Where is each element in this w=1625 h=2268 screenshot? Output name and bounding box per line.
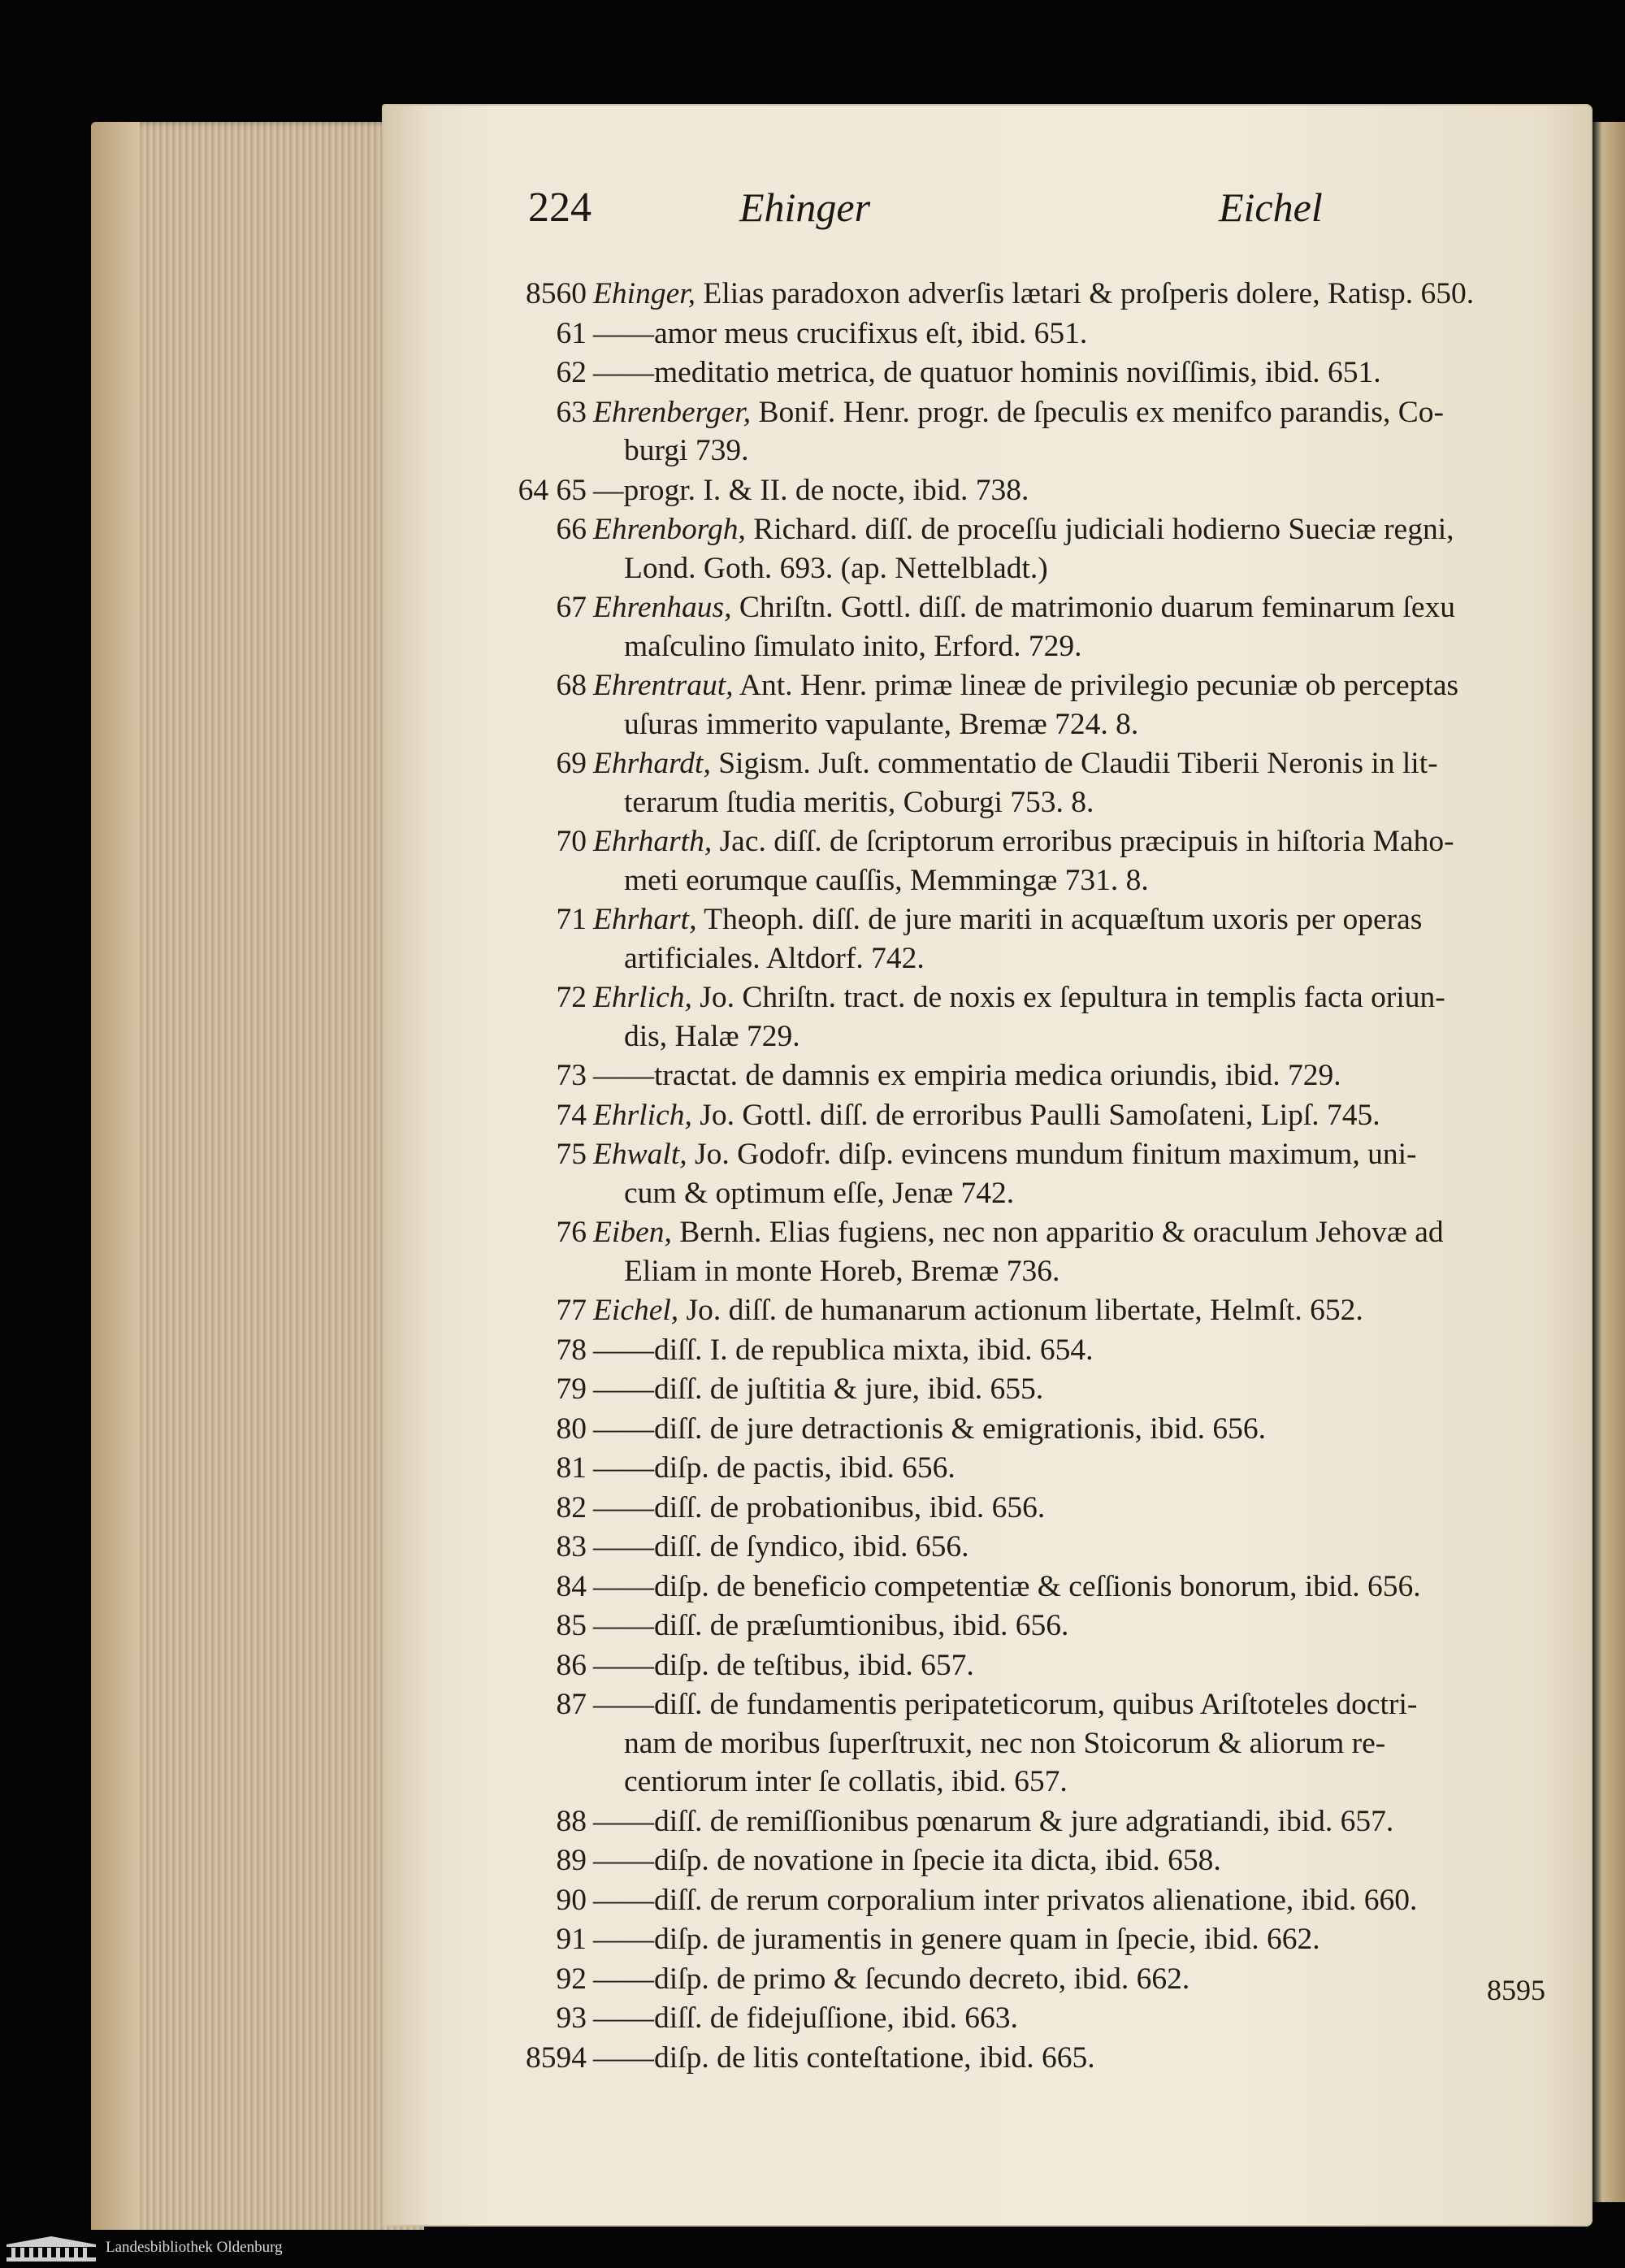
entry-list bbox=[518, 275, 1560, 2078]
entry-continuation: artificiales. Altdorf. 742. bbox=[624, 941, 925, 975]
entry-row bbox=[552, 1410, 1560, 1449]
entry-text: ——diſp. de litis conteſtatione, ibid. 665. bbox=[593, 2040, 1095, 2075]
entry-text: ——diſp. de novatione in ſpecie ita dicta, ibid. 658. bbox=[593, 1844, 1221, 1877]
author-name: Eichel, bbox=[593, 1294, 679, 1327]
author-name: Ehwalt, bbox=[593, 1138, 687, 1171]
entry-row bbox=[552, 1920, 1560, 1959]
entry-number: 86 bbox=[556, 1648, 587, 1682]
entry-number: 83 bbox=[556, 1530, 587, 1563]
entry-number: 75 bbox=[556, 1138, 587, 1171]
entry-text: ——diſſ. I. de republica mixta, ibid. 654. bbox=[593, 1333, 1094, 1367]
entry-row bbox=[552, 1331, 1560, 1370]
entry-row bbox=[552, 1568, 1560, 1607]
entry-text: —progr. I. & II. de nocte, ibid. 738. bbox=[593, 473, 1029, 507]
entry-number: 74 bbox=[556, 1098, 587, 1132]
author-name: Ehrlich, bbox=[593, 981, 692, 1014]
entry-number: 77 bbox=[556, 1294, 587, 1327]
entry-text: ——diſſ. de præſumtionibus, ibid. 656. bbox=[593, 1609, 1069, 1642]
entry-continuation: cum & optimum eſſe, Jenæ 742. bbox=[624, 1176, 1015, 1210]
entry-continuation: maſculino ſimulato inito, Erford. 729. bbox=[624, 629, 1082, 663]
entry-row bbox=[552, 1135, 1560, 1212]
entry-continuation: nam de moribus ſuperſtruxit, nec non Stoicorum & aliorum re- centiorum inter ſe collatis, ibid. 657. bbox=[624, 1726, 1386, 1798]
entry-text: Ant. Henr. primæ lineæ de privilegio pecuniæ ob perceptas bbox=[733, 669, 1459, 702]
entry-row bbox=[552, 393, 1560, 471]
author-name: Ehrenborgh, bbox=[593, 513, 746, 546]
entry-number: 70 bbox=[556, 825, 587, 858]
entry-text: ——diſp. de primo & ſecundo decreto, ibid. 662. bbox=[593, 1962, 1190, 1996]
author-name: Ehrhardt, bbox=[593, 747, 711, 780]
entry-number: 82 bbox=[556, 1490, 587, 1524]
entry-row bbox=[552, 822, 1560, 900]
entry-text: ——diſſ. de remiſſionibus pœnarum & jure adgratiandi, ibid. 657. bbox=[593, 1804, 1394, 1838]
entry-row bbox=[552, 978, 1560, 1056]
entry-row bbox=[552, 1449, 1560, 1488]
entry-row bbox=[552, 1646, 1560, 1685]
library-logo-icon bbox=[5, 2235, 98, 2264]
entry-number: 91 bbox=[556, 1923, 587, 1956]
entry-continuation: burgi 739. bbox=[624, 434, 749, 467]
entry-number: 92 bbox=[556, 1962, 587, 1996]
entry-row bbox=[518, 471, 1560, 510]
facing-page-edge bbox=[1592, 122, 1625, 2202]
author-name: Ehrenhaus, bbox=[593, 591, 732, 624]
entry-row bbox=[552, 1881, 1560, 1920]
entry-number: 66 bbox=[556, 513, 587, 546]
entry-text: ——diſſ. de rerum corporalium inter privatos alienatione, ibid. 660. bbox=[593, 1883, 1418, 1917]
entry-text: Jo. Chriſtn. tract. de noxis ex ſepultura in templis facta oriun- bbox=[691, 981, 1445, 1014]
entry-text: ——diſſ. de fundamentis peripateticorum, quibus Ariſtoteles doctri- bbox=[593, 1688, 1418, 1721]
entry-row bbox=[552, 1370, 1560, 1409]
entry-number: 90 bbox=[556, 1883, 587, 1917]
entry-row bbox=[552, 1489, 1560, 1528]
entry-number: 89 bbox=[556, 1844, 587, 1877]
entry-text: ——diſſ. de jure detractionis & emigrationis, ibid. 656. bbox=[593, 1412, 1266, 1446]
entry-number: 69 bbox=[556, 747, 587, 780]
entry-row bbox=[526, 2039, 1560, 2078]
entry-number: 88 bbox=[556, 1804, 587, 1838]
entry-number: 71 bbox=[556, 903, 587, 936]
author-name: Ehrenberger, bbox=[593, 395, 752, 429]
entry-number: 8594 bbox=[526, 2040, 587, 2075]
entry-text: ——diſp. de beneficio competentiæ & ceſſionis bonorum, ibid. 656. bbox=[593, 1569, 1421, 1603]
entry-text: Richard. diſſ. de proceſſu judiciali hodierno Sueciæ regni, bbox=[745, 513, 1454, 546]
running-head-right: Eichel bbox=[1219, 184, 1323, 230]
entry-row bbox=[552, 1528, 1560, 1567]
entry-row bbox=[552, 666, 1560, 744]
entry-number: 81 bbox=[556, 1451, 587, 1485]
entry-row bbox=[552, 1841, 1560, 1880]
entry-row bbox=[552, 353, 1560, 392]
entry-row bbox=[552, 1096, 1560, 1135]
footer-bar bbox=[0, 2230, 1625, 2268]
entry-text: Elias paradoxon adverſis lætari & proſperis dolere, Ratisp. 650. bbox=[696, 277, 1475, 310]
entry-text: ——amor meus crucifixus eſt, ibid. 651. bbox=[593, 316, 1088, 350]
entry-row bbox=[552, 1607, 1560, 1646]
entry-number: 67 bbox=[556, 591, 587, 624]
author-name: Ehinger, bbox=[593, 277, 696, 310]
entry-continuation: terarum ſtudia meritis, Coburgi 753. 8. bbox=[624, 785, 1094, 819]
entry-number: 72 bbox=[556, 981, 587, 1014]
entry-continuation: Eliam in monte Horeb, Bremæ 736. bbox=[624, 1254, 1060, 1288]
entry-continuation: dis, Halæ 729. bbox=[624, 1019, 800, 1053]
entry-text: ——diſſ. de juſtitia & jure, ibid. 655. bbox=[593, 1373, 1044, 1406]
entry-number: 80 bbox=[556, 1412, 587, 1446]
entry-number: 61 bbox=[556, 316, 587, 350]
entry-text: Chriſtn. Gottl. diſſ. de matrimonio duarum feminarum ſexu bbox=[731, 591, 1455, 624]
entry-row bbox=[552, 1291, 1560, 1330]
entry-text: Bonif. Henr. progr. de ſpeculis ex menifco parandis, Co- bbox=[751, 395, 1444, 429]
entry-text: ——diſp. de juramentis in genere quam in ſpecie, ibid. 662. bbox=[593, 1923, 1320, 1956]
entry-number: 84 bbox=[556, 1569, 587, 1603]
entry-text: ——diſſ. de ſyndico, ibid. 656. bbox=[593, 1530, 969, 1563]
entry-text: Jo. Gottl. diſſ. de erroribus Paulli Samoſateni, Lipſ. 745. bbox=[691, 1098, 1380, 1132]
author-name: Ehrentraut, bbox=[593, 669, 734, 702]
entry-text: ——meditatio metrica, de quatuor hominis noviſſimis, ibid. 651. bbox=[593, 356, 1381, 389]
entry-number: 68 bbox=[556, 669, 587, 702]
entry-row bbox=[552, 588, 1560, 666]
author-name: Ehrlich, bbox=[593, 1098, 692, 1132]
entry-row bbox=[552, 1056, 1560, 1095]
entry-text: Bernh. Elias fugiens, nec non apparitio & oraculum Jehovæ ad bbox=[671, 1216, 1444, 1249]
entry-text: ——diſp. de teſtibus, ibid. 657. bbox=[593, 1648, 974, 1682]
entry-row bbox=[552, 900, 1560, 978]
author-name: Eiben, bbox=[593, 1216, 672, 1249]
entry-row bbox=[552, 1802, 1560, 1841]
entry-continuation: uſuras immerito vapulante, Bremæ 724. 8. bbox=[624, 707, 1139, 741]
entry-number: 78 bbox=[556, 1333, 587, 1367]
entry-text: Sigism. Juſt. commentatio de Claudii Tiberii Neronis in lit- bbox=[710, 747, 1438, 780]
entry-row bbox=[552, 510, 1560, 588]
entry-number: 93 bbox=[556, 2001, 587, 2035]
entry-number: 63 bbox=[556, 395, 587, 429]
entry-number: 79 bbox=[556, 1373, 587, 1406]
entry-number: 62 bbox=[556, 356, 587, 389]
entry-row bbox=[552, 1999, 1560, 2038]
entry-text: Jo. diſſ. de humanarum actionum libertate, Helmſt. 652. bbox=[678, 1294, 1363, 1327]
entry-number: 85 bbox=[556, 1609, 587, 1642]
entry-text: ——tractat. de damnis ex empiria medica oriundis, ibid. 729. bbox=[593, 1059, 1341, 1092]
author-name: Ehrhart, bbox=[593, 903, 697, 936]
entry-text: ——diſſ. de fidejuſſione, ibid. 663. bbox=[593, 2001, 1018, 2035]
author-name: Ehrharth, bbox=[593, 825, 713, 858]
page-edges-outer bbox=[91, 122, 140, 2251]
entry-number: 64 65 bbox=[518, 473, 587, 507]
page-edges bbox=[91, 122, 424, 2251]
entry-text: Jo. Godofr. diſp. evincens mundum finitum maximum, uni- bbox=[687, 1138, 1417, 1171]
entry-row bbox=[552, 744, 1560, 822]
entry-text: Jac. diſſ. de ſcriptorum erroribus præcipuis in hiſtoria Maho- bbox=[712, 825, 1454, 858]
entry-text: ——diſp. de pactis, ibid. 656. bbox=[593, 1451, 956, 1485]
entry-row bbox=[526, 275, 1560, 314]
catchword: 8595 bbox=[1487, 1974, 1545, 2006]
entry-continuation: Lond. Goth. 693. (ap. Nettelbladt.) bbox=[624, 551, 1048, 585]
library-name: Landesbibliothek Oldenburg bbox=[106, 2239, 283, 2256]
entry-row bbox=[552, 1213, 1560, 1290]
entry-number: 87 bbox=[556, 1688, 587, 1721]
entry-continuation: meti eorumque cauſſis, Memmingæ 731. 8. bbox=[624, 863, 1149, 897]
entry-row bbox=[552, 314, 1560, 353]
entry-number: 73 bbox=[556, 1059, 587, 1092]
entry-number: 8560 bbox=[526, 277, 587, 310]
entry-row bbox=[552, 1960, 1560, 1999]
page-header bbox=[528, 184, 1341, 249]
entry-text: Theoph. diſſ. de jure mariti in acquæſtum uxoris per operas bbox=[696, 903, 1423, 936]
entry-number: 76 bbox=[556, 1216, 587, 1249]
entry-text: ——diſſ. de probationibus, ibid. 656. bbox=[593, 1490, 1046, 1524]
entry-row bbox=[552, 1685, 1560, 1802]
page-number: 224 bbox=[528, 184, 592, 231]
running-head-left: Ehinger bbox=[739, 184, 871, 230]
